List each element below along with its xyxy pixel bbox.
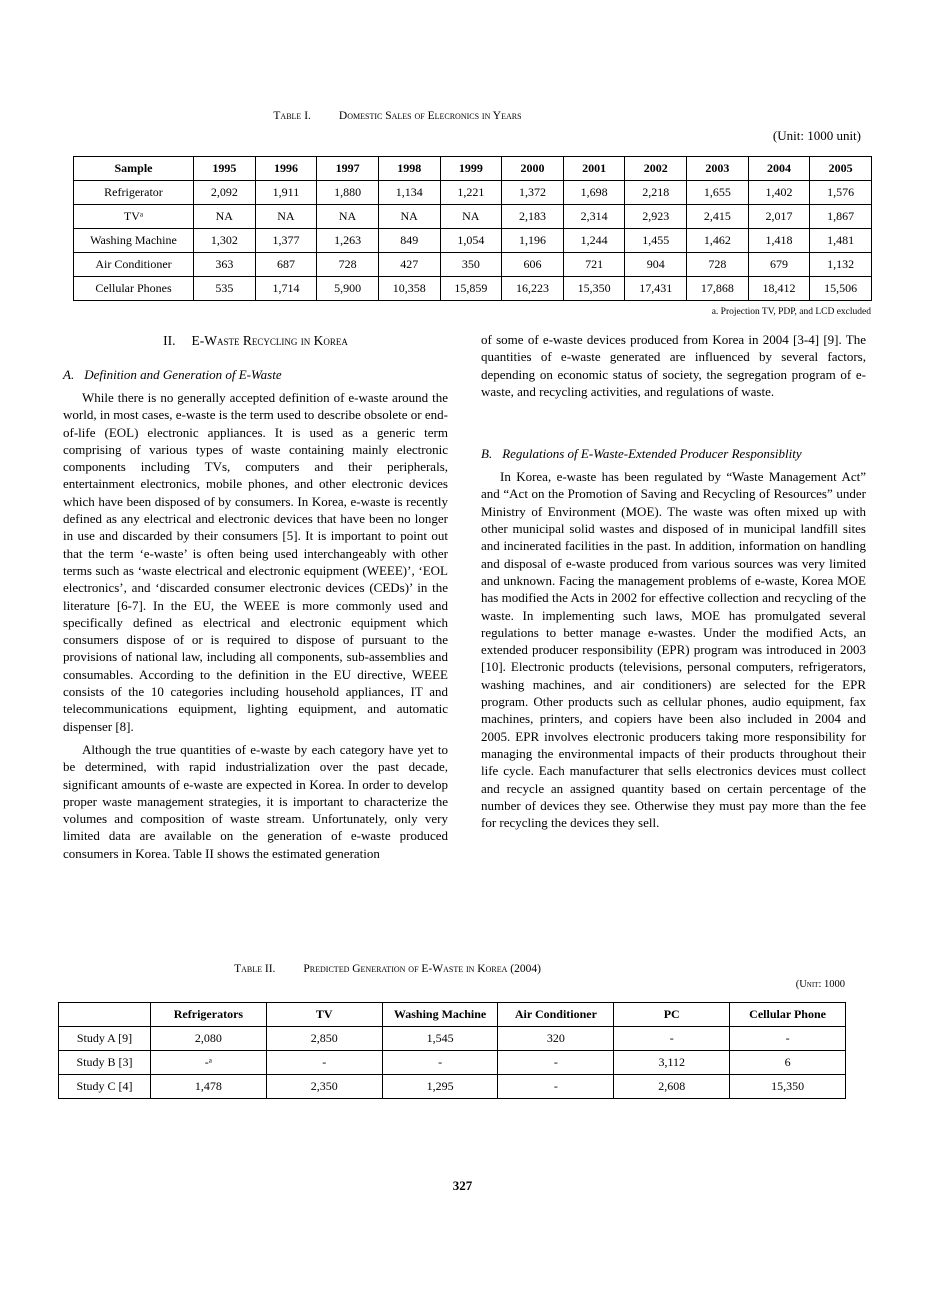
- table1-cell: 1,867: [810, 205, 872, 229]
- table1-cell: 535: [194, 277, 256, 301]
- table1-cell: 1,418: [748, 229, 810, 253]
- paragraph-a2: Although the true quantities of e-waste by each category have yet to be determined, with rapid industrialization over the past decade, significant amounts of e-waste are expected in Korea. In order to develop proper waste management strategies, it is important to characterize the volumes and composition of waste stream. Unfortunately, only very limited data are available on the generation of e-waste produced consumers in Korea. Table II shows the estimated generation: [63, 741, 448, 861]
- table-row: [59, 1027, 846, 1051]
- table2-unit-note: (Unit: 1000: [795, 979, 845, 990]
- table2-cell: 2,080: [151, 1027, 267, 1051]
- table1-cell: 2,218: [625, 181, 687, 205]
- table1-row-label: TVᵃ: [74, 205, 194, 229]
- table1-cell: 1,455: [625, 229, 687, 253]
- table-row: [74, 181, 872, 205]
- table2-cell: 2,850: [266, 1027, 382, 1051]
- paragraph-b1: In Korea, e-waste has been regulated by “Waste Management Act” and “Act on the Promotion of Saving and Recycling of Resources” under Ministry of Environment (MOE). The waste was often mixed up with other municipal solid wastes and disposed of in municipal landfill sites and incinerated facilities in the past. In addition, information on handling and disposal of e-waste produced from various sources was very limited and unknown. Facing the management problems of e-waste, Korea MOE has modified the Acts in 2002 for effective collection and recycling of the waste. In implementing such laws, MOE has promulgated several regulations to better manage e-wastes. Under the modified Acts, an extended producer responsibility (EPR) program was introduced in 2003 [10]. Electronic products (televisions, personal computers, refrigerators, washing machines, and air conditioners) are selected for the EPR program. Other products such as cellular phones, audio equipment, fax machines, printers, and copiers have been also included in 2004 and 2005. EPR involves electronic producers taking more responsibility for managing the environmental impacts of their products throughout their life cycle. Each manufacturer that sells electronics devices must collect and recycle an assigned quantity based on certain percentage of the number of devices they see. Otherwise they must pay more than the fee for recycling the devices they sell.: [481, 469, 866, 831]
- table2-cell: 1,295: [382, 1075, 498, 1099]
- section-ii-number: II.: [163, 333, 176, 348]
- table1-cell: 1,880: [317, 181, 379, 205]
- table1-col-header: 2005: [810, 157, 872, 181]
- table2-predicted-generation: [58, 1002, 846, 1099]
- table2-caption: [0, 963, 775, 975]
- table1-cell: 1,714: [255, 277, 317, 301]
- table2-col-header: Air Conditioner: [498, 1003, 614, 1027]
- table1-cell: 1,481: [810, 229, 872, 253]
- table-row: [59, 1075, 846, 1099]
- table1-row-label: Cellular Phones: [74, 277, 194, 301]
- table1-col-header: 1999: [440, 157, 502, 181]
- table-row: [74, 277, 872, 301]
- subsection-a-heading: [63, 367, 448, 383]
- table1-cell: 5,900: [317, 277, 379, 301]
- paragraph-a1: While there is no generally accepted definition of e-waste around the world, in most cases, e-waste is the term used to describe obsolete or end-of-life (EOL) electronic appliances. It is used as a generic term comprising of various types of waste containing mainly electronic components including TVs, computers and their peripherals, entertainment electronics, mobile phones, and other electronic devices which have been disposed of by consumers. In Korea, e-waste is recently defined as any electrical and electronic devices that have been no longer in use and discarded by their consumers [5]. It is important to point out that the term ‘e-waste’ is often being used interchangeably with other terms such as ‘waste electrical and electronic equipment (WEEE)’, ‘EOL electronics’, and ‘discarded consumer electronic devices (CEDs)’ in the literature [6-7]. In the EU, the WEEE is more commonly used and specifically defined as electrical and electronic equipment which consumers dispose of or is required to dispose of pursuant to the provisions of national law, including all components, sub-assemblies and consumables. According to the definition in the EU directive, WEEE consists of the 10 categories including household appliances, IT and telecommunications equipment, lighting equipment, and automatic dispenser [8].: [63, 390, 448, 734]
- table2-col-header: Refrigerators: [151, 1003, 267, 1027]
- table1-cell: 15,859: [440, 277, 502, 301]
- table1-cell: 1,911: [255, 181, 317, 205]
- table2-cell: -ᵃ: [151, 1051, 267, 1075]
- section-ii-heading: [63, 333, 448, 349]
- table1-cell: 2,923: [625, 205, 687, 229]
- table2-cell: 15,350: [730, 1075, 846, 1099]
- table1-footnote: a. Projection TV, PDP, and LCD excluded: [711, 307, 871, 317]
- table1-cell: 1,244: [563, 229, 625, 253]
- subsection-b-heading: [481, 446, 866, 462]
- table1-header-row: [74, 157, 872, 181]
- subsection-a-title: Definition and Generation of E-Waste: [84, 367, 282, 382]
- table1-cell: 1,402: [748, 181, 810, 205]
- table2-cell: 1,478: [151, 1075, 267, 1099]
- table1-cell: 721: [563, 253, 625, 277]
- table-row: [74, 205, 872, 229]
- table1-cell: 728: [687, 253, 749, 277]
- body-columns: [63, 331, 866, 862]
- table1-col-header: 1998: [378, 157, 440, 181]
- subsection-b-title: Regulations of E-Waste-Extended Producer Responsiblity: [502, 446, 802, 462]
- table1-cell: 350: [440, 253, 502, 277]
- table1-row-label: Washing Machine: [74, 229, 194, 253]
- right-column: [481, 331, 866, 862]
- table1-cell: 1,134: [378, 181, 440, 205]
- table1-cell: 687: [255, 253, 317, 277]
- table1-cell: NA: [255, 205, 317, 229]
- table1-col-header: 2004: [748, 157, 810, 181]
- table1-col-header: 2002: [625, 157, 687, 181]
- table1-cell: 1,132: [810, 253, 872, 277]
- table2-cell: 1,545: [382, 1027, 498, 1051]
- table1-cell: 1,221: [440, 181, 502, 205]
- table2-cell: -: [382, 1051, 498, 1075]
- table2-col-header: TV: [266, 1003, 382, 1027]
- table2-cell: -: [266, 1051, 382, 1075]
- table1-cell: 427: [378, 253, 440, 277]
- table1-cell: 2,415: [687, 205, 749, 229]
- table1-caption-label: Table I.: [273, 110, 311, 122]
- page-number: 327: [452, 1178, 473, 1193]
- table1-cell: 17,868: [687, 277, 749, 301]
- table1-cell: 15,506: [810, 277, 872, 301]
- table2-header-row: [59, 1003, 846, 1027]
- table1-cell: 1,377: [255, 229, 317, 253]
- table2-col-header: Washing Machine: [382, 1003, 498, 1027]
- table2-col-header: PC: [614, 1003, 730, 1027]
- table1-cell: NA: [440, 205, 502, 229]
- table1-col-header: 1996: [255, 157, 317, 181]
- table-row: [59, 1051, 846, 1075]
- table1-cell: 1,263: [317, 229, 379, 253]
- table1-unit-note: (Unit: 1000 unit): [772, 128, 861, 143]
- table1-col-header: Sample: [74, 157, 194, 181]
- table1-cell: 606: [502, 253, 564, 277]
- table1-cell: 1,698: [563, 181, 625, 205]
- table1-cell: NA: [194, 205, 256, 229]
- table2-cell: 320: [498, 1027, 614, 1051]
- table1-cell: 1,655: [687, 181, 749, 205]
- table1-domestic-sales: [73, 156, 872, 301]
- table1-cell: 849: [378, 229, 440, 253]
- table2-cell: 3,112: [614, 1051, 730, 1075]
- table1-col-header: 1997: [317, 157, 379, 181]
- table1-col-header: 2000: [502, 157, 564, 181]
- table1-cell: 10,358: [378, 277, 440, 301]
- table1-col-header: 1995: [194, 157, 256, 181]
- table1-cell: 679: [748, 253, 810, 277]
- subsection-a-label: A.: [63, 367, 75, 382]
- table2-cell: -: [498, 1075, 614, 1099]
- table2-cell: 6: [730, 1051, 846, 1075]
- table1-cell: 17,431: [625, 277, 687, 301]
- table1-cell: 16,223: [502, 277, 564, 301]
- table2-col-header: Cellular Phone: [730, 1003, 846, 1027]
- table2-caption-title: Predicted Generation of E-Waste in Korea (2004): [303, 963, 541, 975]
- table1-cell: 2,017: [748, 205, 810, 229]
- table1-cell: 2,183: [502, 205, 564, 229]
- table1-cell: 904: [625, 253, 687, 277]
- table1-cell: 1,372: [502, 181, 564, 205]
- table1-row-label: Air Conditioner: [74, 253, 194, 277]
- table1-col-header: 2001: [563, 157, 625, 181]
- table2-cell: -: [498, 1051, 614, 1075]
- section-ii-title: E-Waste Recycling in Korea: [191, 333, 348, 348]
- paragraph-continuation: of some of e-waste devices produced from Korea in 2004 [3-4] [9]. The quantities of e-waste generated are influenced by several factors, depending on economic status of society, the segregation program of e-waste, and recycling activities, and regulations of waste.: [481, 332, 866, 399]
- table2-cell: -: [730, 1027, 846, 1051]
- table1-row-label: Refrigerator: [74, 181, 194, 205]
- table1-cell: NA: [317, 205, 379, 229]
- table1-cell: 2,314: [563, 205, 625, 229]
- table1-cell: 1,196: [502, 229, 564, 253]
- table2-col-header: [59, 1003, 151, 1027]
- table1-cell: 728: [317, 253, 379, 277]
- subsection-b-label: B.: [481, 446, 493, 462]
- table-row: [74, 229, 872, 253]
- left-column: [63, 331, 448, 862]
- table2-row-label: Study A [9]: [59, 1027, 151, 1051]
- table-row: [74, 253, 872, 277]
- table1-cell: 1,462: [687, 229, 749, 253]
- table2-cell: 2,608: [614, 1075, 730, 1099]
- table1-cell: 1,302: [194, 229, 256, 253]
- table1-cell: 18,412: [748, 277, 810, 301]
- table2-cell: 2,350: [266, 1075, 382, 1099]
- table1-cell: 1,054: [440, 229, 502, 253]
- table1-caption-title: Domestic Sales of Elecronics in Years: [338, 110, 522, 122]
- table1-cell: 1,576: [810, 181, 872, 205]
- table1-cell: 15,350: [563, 277, 625, 301]
- table1-col-header: 2003: [687, 157, 749, 181]
- table1-cell: NA: [378, 205, 440, 229]
- table2-row-label: Study C [4]: [59, 1075, 151, 1099]
- table2-cell: -: [614, 1027, 730, 1051]
- table2-caption-label: Table II.: [234, 963, 276, 975]
- table1-cell: 2,092: [194, 181, 256, 205]
- table2-row-label: Study B [3]: [59, 1051, 151, 1075]
- table1-cell: 363: [194, 253, 256, 277]
- table1-caption: [0, 110, 795, 122]
